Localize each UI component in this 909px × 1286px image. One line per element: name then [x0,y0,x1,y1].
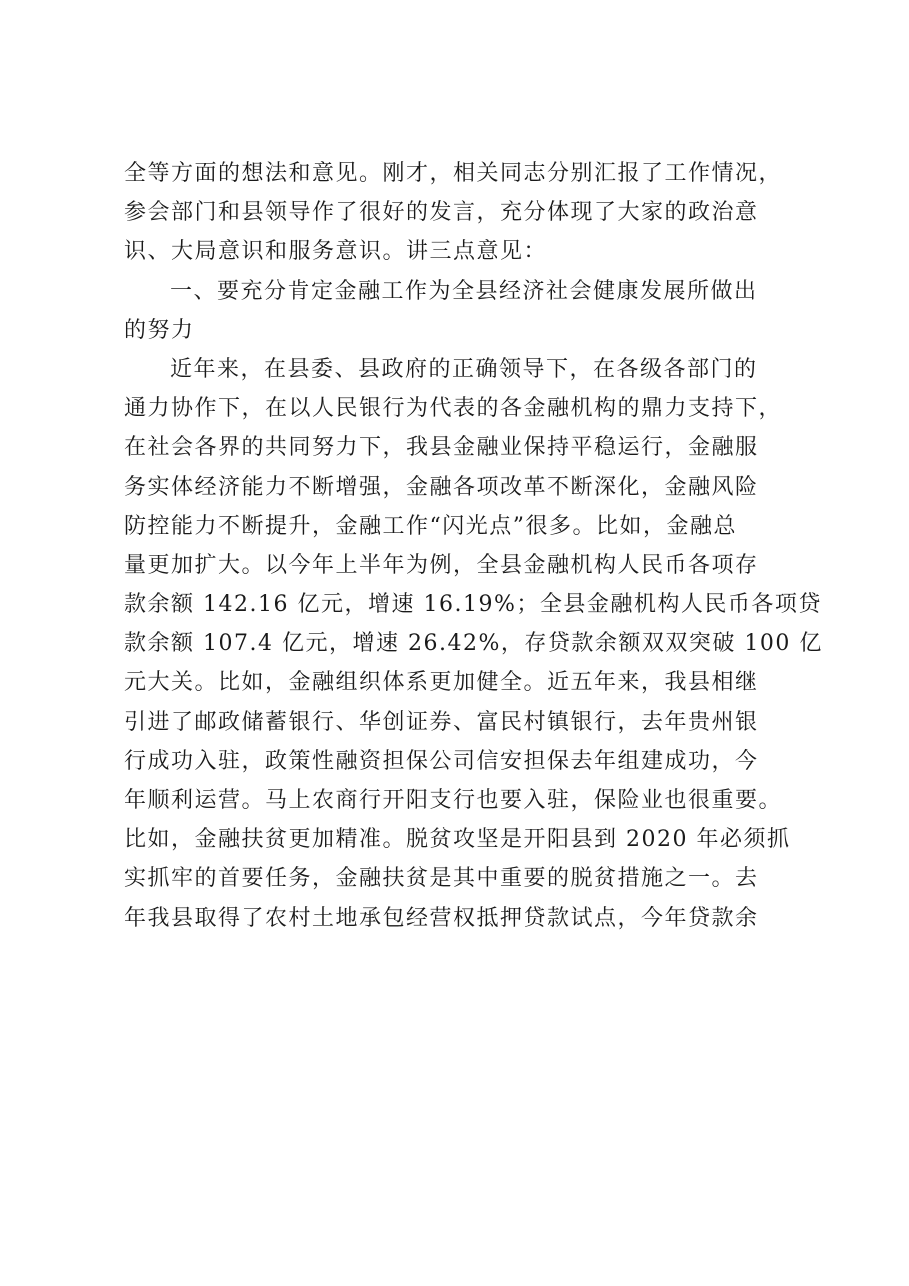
text-line: 元大关。比如，金融组织体系更加健全。近五年来，我县相继 [124,670,759,696]
text-line: 量更加扩大。以今年上半年为例，全县金融机构人民币各项存 [124,552,759,578]
text-line: 比如，金融扶贫更加精准。脱贫攻坚是开阳县到 2020 年必须抓 [124,827,791,853]
section-heading-line: 一、要充分肯定金融工作为全县经济社会健康发展所做出 [170,278,758,304]
text-line: 防控能力不断提升，金融工作“闪光点”很多。比如，金融总 [124,513,737,539]
section-heading-line: 的努力 [124,317,195,343]
document-body [124,154,823,938]
text-line: 务实体经济能力不断增强，金融各项改革不断深化，金融风险 [124,474,759,500]
text-line: 识、大局意识和服务意识。讲三点意见： [124,239,548,265]
text-line: 年我县取得了农村土地承包经营权抵押贷款试点，今年贷款余 [124,905,759,931]
text-line: 款余额 107.4 亿元，增速 26.42%，存贷款余额双双突破 100 亿 [124,631,823,657]
text-line: 引进了邮政储蓄银行、华创证券、富民村镇银行，去年贵州银 [124,709,759,735]
text-line: 参会部门和县领导作了很好的发言，充分体现了大家的政治意 [124,200,759,226]
text-line: 实抓牢的首要任务，金融扶贫是其中重要的脱贫措施之一。去 [124,866,759,892]
text-line: 在社会各界的共同努力下，我县金融业保持平稳运行，金融服 [124,435,759,461]
text-line: 近年来，在县委、县政府的正确领导下，在各级各部门的 [170,356,758,382]
text-line: 通力协作下，在以人民银行为代表的各金融机构的鼎力支持下， [124,396,783,422]
text-line: 行成功入驻，政策性融资担保公司信安担保去年组建成功，今 [124,748,759,774]
text-line: 款余额 142.16 亿元，增速 16.19%；全县金融机构人民币各项贷 [124,592,822,618]
text-line: 全等方面的想法和意见。刚才，相关同志分别汇报了工作情况， [124,161,783,186]
text-line: 年顺利运营。马上农商行开阳支行也要入驻，保险业也很重要。 [124,788,783,813]
